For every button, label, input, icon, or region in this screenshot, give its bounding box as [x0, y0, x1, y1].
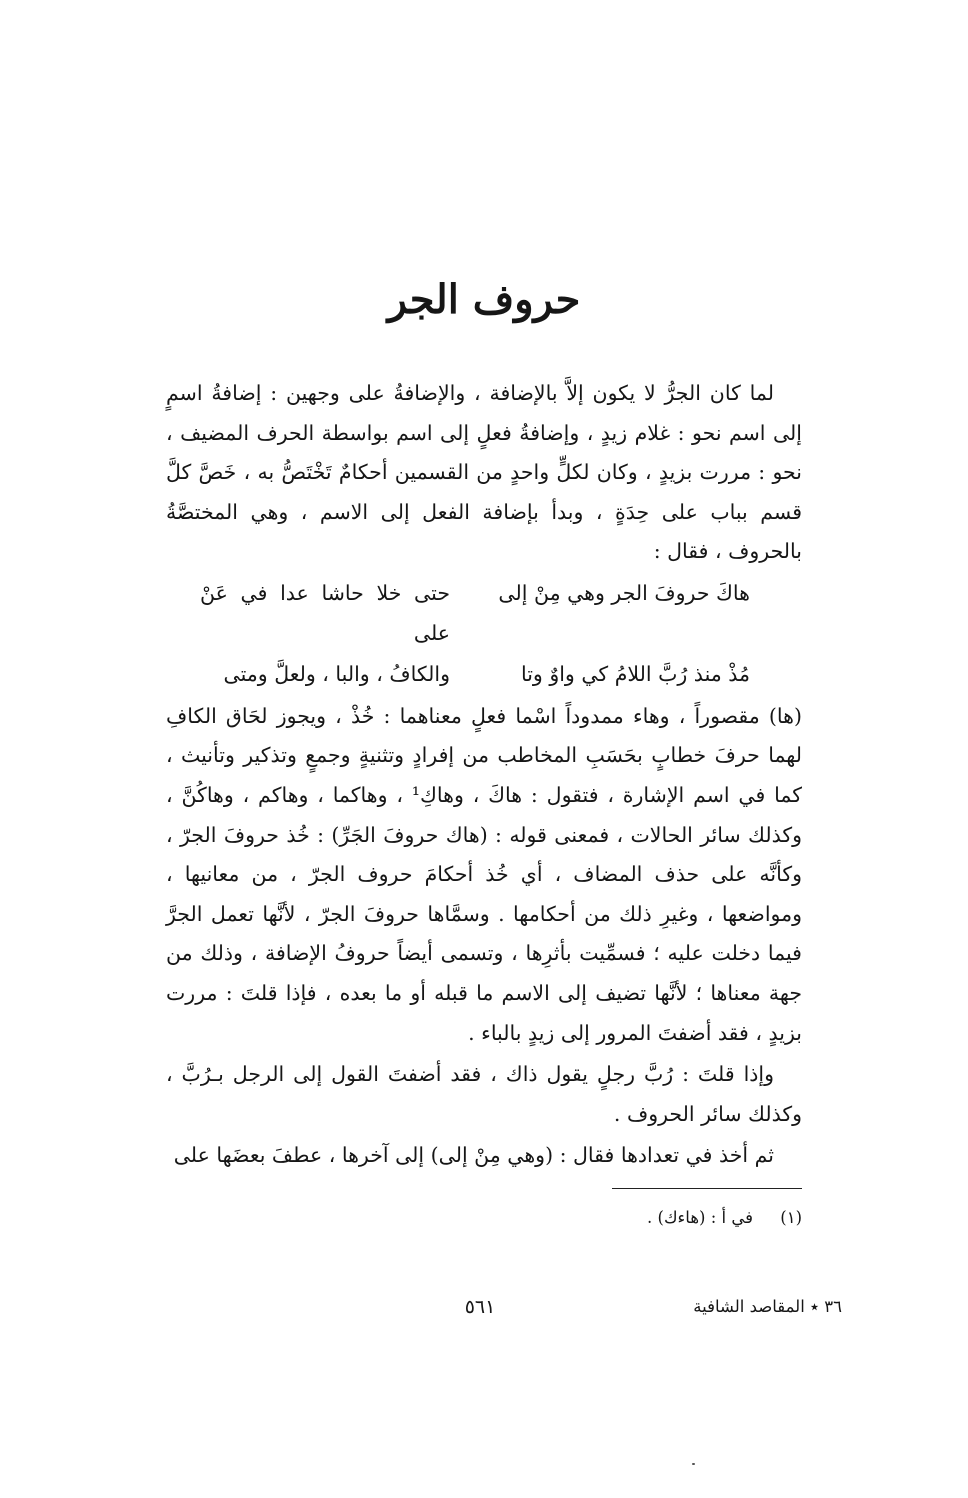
footnote-divider — [612, 1188, 802, 1189]
verse-1-first-hemistich: هاكَ حروفَ الجر وهي مِنْ إلى — [498, 580, 750, 605]
paragraph-explanation: (ها) مقصوراً ، وهاء ممدوداً اسْما فعلٍ معناهما : خُذْ ، ويجوز لحَاق الكافِ لهما حرفَ خطابٍ بحَسَبِ المخاطب من إفرادٍ وتثنيةٍ وجمعٍ وتذكير وتأنيث ، كما في اسم الإشارة ، فتقول : هاكَ ، وهاكِ¹ ، وهاكما ، وهاكم ، وهاكُنَّ ، وكذلك سائر الحالات ، فمعنى قوله : (هاك حروفَ الجَرِّ) : خُذ حروفَ الجرّ ، وكأنَّه على حذف المضاف ، أي خُذ أحكامَ حروف الجرّ ، من معانيها ، ومواضعها ، وغيرِ ذلك من أحكامها . وسمَّاها حروفَ الجرّ ، لأنَّها تعمل الجرَّ فيما دخلت عليه ؛ فسمِّيت بأثرِها ، وتسمى أيضاً حروفُ الإضافة ، وذلك من جهة معناها ؛ لأنَّها تضيف إلى الاسم ما قبله أو ما بعده ، فإذا قلتَ : مررت بزيدٍ ، فقد أضفتَ المرور إلى زيدٍ بالباء . — [166, 703, 802, 1045]
verse-2-second-hemistich: والكافُ ، والبا ، ولعلَّ ومتى — [223, 662, 450, 687]
verse-line-2 — [166, 655, 802, 695]
main-text — [166, 374, 802, 1176]
verse-2-first-hemistich: مُذْ منذ رُبَّ اللامُ كي واوٌ وتا — [520, 662, 750, 687]
page-number: ٥٦١ — [464, 1296, 496, 1318]
footnote-number: (١) — [780, 1208, 802, 1227]
paragraph-enumeration: ثم أخذ في تعدادها فقال : (وهي مِنْ إلى) إلى آخرها ، عطفَ بعضَها على — [173, 1143, 774, 1168]
scan-speck — [692, 1463, 695, 1465]
footnote — [647, 1203, 802, 1233]
paragraph-intro: لما كان الجرُّ لا يكون إلاَّ بالإضافة ، والإضافةُ على وجهين : إضافةُ اسمٍ إلى اسم نحو : غلام زيدٍ ، وإضافةُ فعلٍ إلى اسم بواسطة الحرف المضيف ، نحو : مررت بزيدٍ ، وكان لكلٍّ واحدٍ من القسمين أحكامٌ تَخْتَصُّ به ، خَصَّ كلَّ قسم بباب على حِدَةٍ ، وبدأ بإضافة الفعل إلى الاسم ، وهي المختصَّةُ بالحروف ، فقال : — [166, 381, 802, 564]
paragraph-rubba: وإذا قلتَ : رُبَّ رجلٍ يقول ذاك ، فقد أضفتَ القول إلى الرجل بـرُبَّ ، وكذلك سائر الحروف . — [166, 1062, 802, 1126]
verse-1-second-hemistich: حتى خلا حاشا عدا في عَنْ على — [200, 580, 450, 645]
footnote-text: في أ : (هاءك) . — [647, 1208, 753, 1227]
verse-line-1 — [166, 574, 802, 653]
footer-book-label: ٣٦ ٭ المقاصد الشافية — [693, 1297, 842, 1316]
chapter-heading: حروف الجر — [387, 276, 581, 323]
